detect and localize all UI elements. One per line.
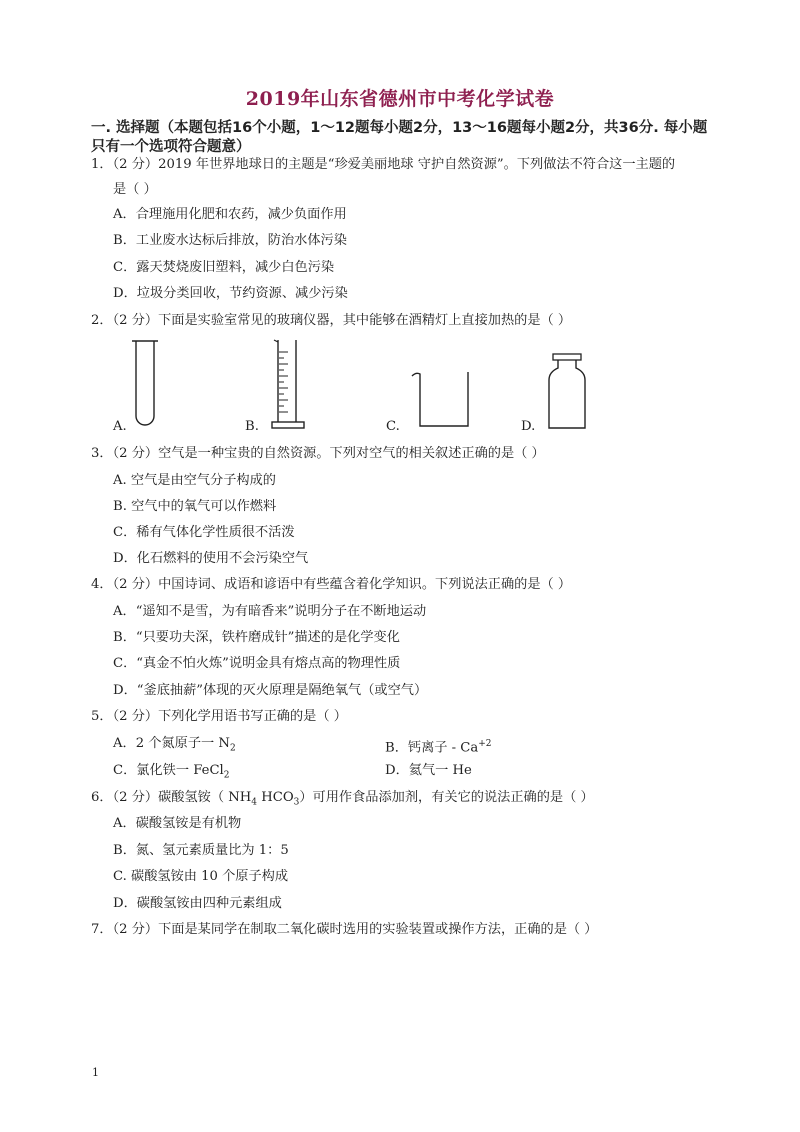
beaker-icon	[410, 368, 474, 430]
page-number: 1	[92, 1066, 99, 1079]
question-1-stem: 1．（2 分）2019 年世界地球日的主题是“珍爱美丽地球 守护自然资源”。下列做法不符合这一主题的	[91, 157, 676, 172]
option-c-text: C．氯化铁一 FeCl	[113, 763, 224, 778]
question-6-option-d: D．碳酸氢铵由四种元素组成	[113, 896, 282, 911]
question-1-option-b: B．工业废水达标后排放，防治水体污染	[113, 233, 347, 248]
question-3-option-c: C．稀有气体化学性质很不活泼	[113, 525, 295, 540]
question-4-option-d: D．“釜底抽薪”体现的灭火原理是隔绝氧气（或空气）	[113, 683, 428, 698]
subscript: 2	[223, 770, 230, 781]
question-2-option-a: A.	[113, 419, 127, 434]
question-2-option-b: B.	[245, 419, 259, 434]
question-6-stem	[91, 789, 594, 812]
question-1-option-a: A．合理施用化肥和农药，减少负面作用	[113, 207, 347, 222]
superscript: +2	[478, 739, 492, 749]
question-5-stem: 5．（2 分）下列化学用语书写正确的是（ ）	[91, 709, 347, 724]
reagent-bottle-icon	[545, 352, 589, 432]
section-heading: 一. 选择题（本题包括16个小题，1～12题每小题2分，13～16题每小题2分，共36分. 每小题只有一个选项符合题意）	[91, 120, 708, 155]
question-1-option-d: D．垃圾分类回收，节约资源、减少污染	[113, 286, 348, 301]
stem-part-3: ）可用作食品添加剂，有关它的说法正确的是（ ）	[299, 790, 594, 805]
subscript: 2	[229, 743, 236, 754]
subscript: 3	[293, 797, 300, 808]
question-5-option-d: D．氦气一 He	[385, 763, 472, 778]
graduated-cylinder-icon	[270, 338, 306, 432]
question-3-option-b: B. 空气中的氧气可以作燃料	[113, 499, 277, 514]
stem-part-2: HCO	[257, 790, 294, 805]
question-2-option-d: D.	[521, 419, 536, 434]
question-4-option-b: B．“只要功夫深，铁杵磨成针”描述的是化学变化	[113, 630, 400, 645]
question-1-stem-cont: 是（ ）	[113, 182, 157, 197]
question-5-option-b	[385, 735, 492, 757]
question-3-stem: 3．（2 分）空气是一种宝贵的自然资源。下列对空气的相关叙述正确的是（ ）	[91, 446, 545, 461]
question-6-option-a: A．碳酸氢铵是有机物	[113, 816, 242, 831]
question-2-stem: 2．（2 分）下面是实验室常见的玻璃仪器，其中能够在酒精灯上直接加热的是（ ）	[91, 313, 572, 328]
question-5-option-c	[113, 762, 230, 785]
stem-part-1: 6．（2 分）碳酸氢铵（ NH	[91, 790, 252, 805]
test-tube-icon	[130, 338, 160, 430]
question-4-option-c: C．“真金不怕火炼”说明金具有熔点高的物理性质	[113, 656, 401, 671]
question-3-option-d: D．化石燃料的使用不会污染空气	[113, 551, 309, 566]
question-7-stem: 7．（2 分）下面是某同学在制取二氧化碳时选用的实验装置或操作方法，正确的是（ ）	[91, 922, 598, 937]
question-4-option-a: A．“遥知不是雪，为有暗香来”说明分子在不断地运动	[113, 604, 427, 619]
question-2-option-c: C.	[386, 419, 400, 434]
question-1-option-c: C．露天焚烧废旧塑料，减少白色污染	[113, 260, 335, 275]
question-5-option-a	[113, 735, 236, 758]
exam-title: 2019年山东省德州市中考化学试卷	[245, 88, 555, 110]
question-6-option-b: B．氮、氢元素质量比为 1：5	[113, 843, 289, 858]
question-4-stem: 4．（2 分）中国诗词、成语和谚语中有些蕴含着化学知识。下列说法正确的是（ ）	[91, 577, 572, 592]
question-6-option-c: C. 碳酸氢铵由 10 个原子构成	[113, 869, 289, 884]
option-b-text: B．钙离子 - Ca	[385, 740, 479, 756]
question-3-option-a: A. 空气是由空气分子构成的	[113, 473, 276, 488]
option-a-text: A．2 个氮原子一 N	[113, 736, 230, 751]
subscript: 4	[251, 797, 258, 808]
